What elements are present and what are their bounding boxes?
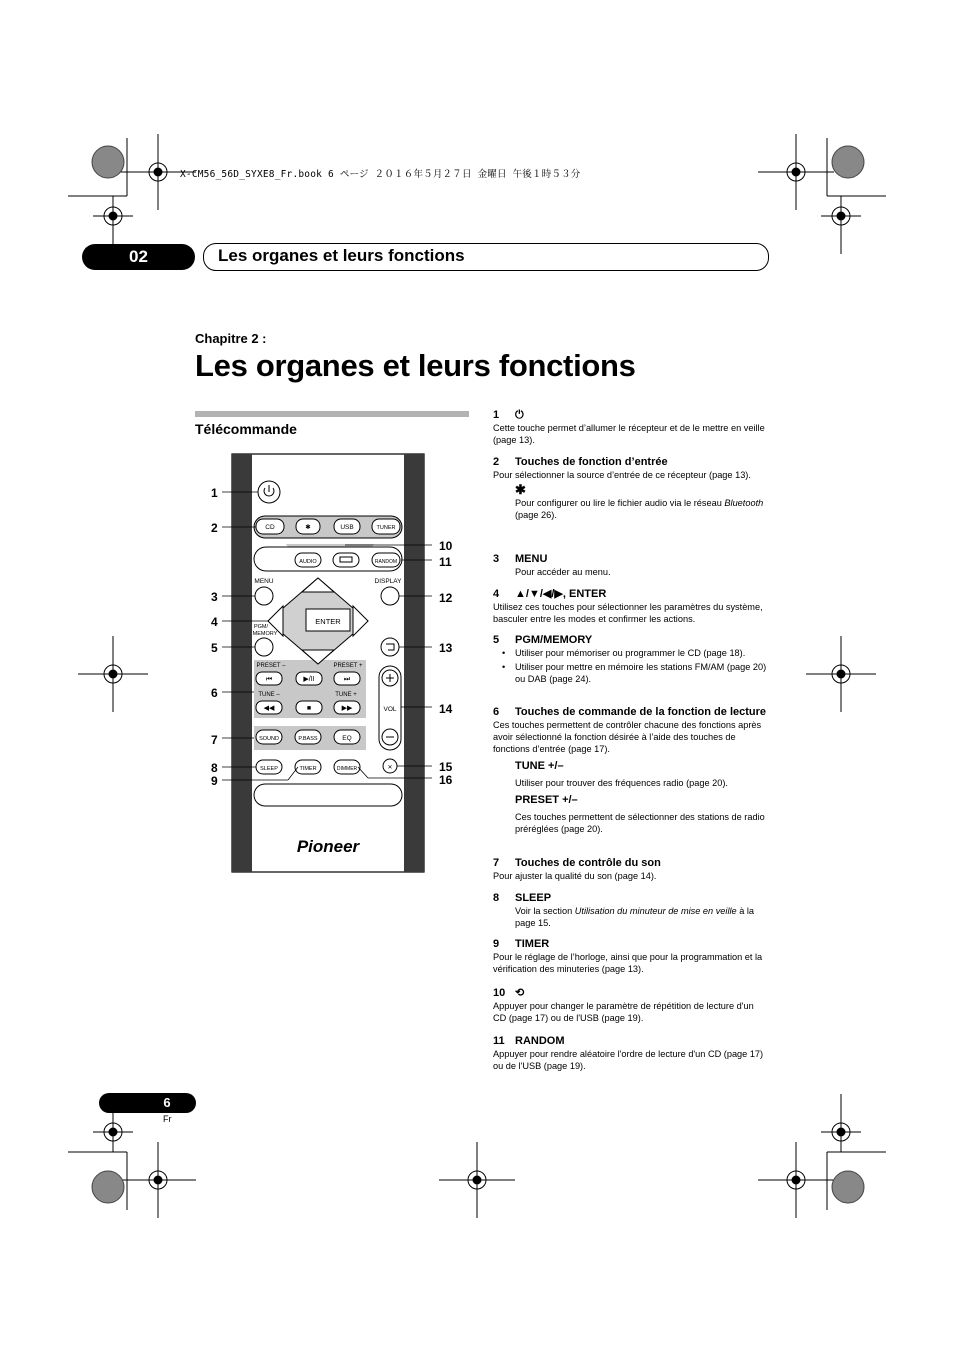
btn-display-label: DISPLAY (374, 578, 402, 585)
item-4-text: Utilisez ces touches pour sélectionner les paramètres du système, basculer entre les modes et confirmer les actions. (493, 602, 763, 624)
btn-menu-label: MENU (254, 578, 274, 585)
callout-3: 3 (211, 590, 218, 604)
btn-memory-label: MEMORY (252, 631, 278, 637)
tune-title: TUNE +/– (515, 760, 564, 772)
callout-6: 6 (211, 686, 218, 700)
remote-illustration (200, 450, 470, 880)
tune-text: Utiliser pour trouver des fréquences radio (page 20). (515, 778, 728, 788)
page-number-pill (99, 1093, 196, 1113)
bluetooth-icon: ✱ (515, 482, 526, 497)
repeat-icon: ⟲ (515, 987, 525, 999)
item-6: 6 Touches de commande de la fonction de lecture Ces touches permettent de contrôler chacune des fonctions après avoir sélectionné la fonction désirée à l’aide des touches de fonctions d’entrée (page 17). TUNE +/– Utiliser pour trouver des fréquences radio (page 20). PRESET +/– Ces touches permettent de sélectionner des stations de radio préréglées (page 20). (493, 706, 767, 834)
chapter-header-title: Les organes et leurs fonctions (218, 246, 465, 265)
play-pause-icon: ▶/II (303, 676, 315, 683)
callout-10: 10 (439, 539, 453, 553)
page-language: Fr (163, 1114, 172, 1124)
item-8-italic: Utilisation du minuteur de mise en veille (574, 906, 737, 916)
item-4: 4 ▲/▼/◀/▶, ENTER Utilisez ces touches pour sélectionner les paramètres du système, basculer entre les modes et confirmer les actions. (493, 587, 768, 625)
item-7-title: Touches de contrôle du son (515, 857, 661, 869)
preset-minus-label: PRESET – (256, 663, 286, 669)
item-1-text: Cette touche permet d’allumer le récepteur et de le mettre en veille (page 13). (493, 423, 765, 445)
item-3: 3 MENU Pour accéder au menu. (493, 552, 768, 578)
btn-enter-label: ENTER (315, 617, 341, 626)
item-1-num: 1 (493, 409, 500, 421)
callout-13: 13 (439, 641, 453, 655)
callout-5: 5 (211, 641, 218, 655)
stop-icon: ■ (306, 705, 312, 712)
chapter-number: 02 (129, 247, 148, 266)
item-9-text: Pour le réglage de l’horloge, ainsi que pour la programmation et la vérification des minuteries (page 13). (493, 952, 763, 974)
btn-timer-label: TIMER (299, 766, 317, 772)
item-10-text: Appuyer pour changer le paramètre de répétition de lecture d'un CD (page 17) ou de l'USB (page 19). (493, 1001, 754, 1023)
item-10: 10 ⟲ Appuyer pour changer le paramètre de répétition de lecture d'un CD (page 17) ou de l'USB (page 19). (493, 986, 768, 1024)
page-title: Les organes et leurs fonctions (195, 348, 636, 383)
btn-dimmer-label: DIMMER (336, 766, 358, 772)
item-2-bt-text: Pour configurer ou lire le fichier audio via le réseau (515, 498, 722, 508)
item-1 (493, 408, 768, 446)
callout-14: 14 (439, 702, 453, 716)
arrow-keys-icon: ▲/▼/◀/▶ (515, 588, 563, 600)
btn-pgm-label: PGM/ (253, 624, 269, 630)
btn-random-label: RANDOM (374, 559, 398, 565)
item-9-title: TIMER (515, 938, 550, 950)
item-8: 8 SLEEP Voir la section Utilisation du minuteur de mise en veille à la page 15. (493, 892, 755, 928)
btn-cd-label: CD (265, 524, 275, 531)
tune-minus-label: TUNE – (258, 692, 280, 698)
btn-audio-label: AUDIO (299, 559, 317, 565)
mute-icon: ✕ (387, 765, 393, 771)
item-8-title: SLEEP (515, 892, 552, 904)
rewind-icon: ◀◀ (263, 705, 275, 712)
item-7-text: Pour ajuster la qualité du son (page 14). (493, 871, 657, 881)
item-11-text: Appuyer pour rendre aléatoire l'ordre de lecture d'un CD (page 17) ou de l'USB (page 19). (493, 1049, 764, 1071)
bluetooth-icon: ✱ (305, 524, 311, 531)
item-2-text: Pour sélectionner la source d’entrée de ce récepteur (page 13). (493, 470, 751, 480)
callout-1: 1 (211, 486, 218, 500)
btn-sleep-label: SLEEP (260, 766, 278, 772)
callout-16: 16 (439, 773, 453, 787)
preset-plus-label: PRESET + (333, 663, 363, 669)
callout-2: 2 (211, 521, 218, 535)
callout-4: 4 (211, 615, 218, 629)
power-icon: ⏻ (515, 409, 524, 421)
section-bar (195, 411, 469, 417)
page-number: 6 (163, 1095, 171, 1110)
pioneer-logo: Pioneer (296, 837, 360, 856)
btn-tuner-label: TUNER (376, 525, 396, 531)
vol-label: VOL (383, 706, 397, 713)
item-3-text: Pour accéder au menu. (515, 567, 611, 577)
callout-7: 7 (211, 733, 218, 747)
item-2-bt-italic: Bluetooth (724, 498, 764, 508)
prev-icon: ⏮ (265, 676, 273, 683)
item-6-text: Ces touches permettent de contrôler chacune des fonctions après avoir sélectionné la fonction désirée à l’aide des touches de fonctions d’entrée (page 17). (493, 720, 762, 754)
preset-title: PRESET +/– (515, 794, 578, 806)
next-icon: ⏭ (343, 676, 351, 683)
callout-9: 9 (211, 774, 218, 788)
chapter-label: Chapitre 2 : (195, 331, 267, 346)
item-2-title: Touches de fonction d’entrée (515, 456, 668, 468)
forward-icon: ▶▶ (341, 705, 353, 712)
btn-usb-label: USB (340, 524, 354, 531)
item-3-title: MENU (515, 553, 548, 565)
preset-text: Ces touches permettent de sélectionner des stations de radio préréglées (page 20). (515, 812, 765, 834)
item-5-bullet-1: • Utiliser pour mémoriser ou programmer le CD (page 18). (493, 647, 768, 659)
item-7: 7 Touches de contrôle du son Pour ajuster la qualité du son (page 14). (493, 856, 768, 882)
print-header-line: X-CM56_56D_SYXE8_Fr.book 6 ページ ２０１６年５月２７日 金曜日 午後１時５３分 (180, 169, 581, 180)
item-6-title: Touches de commande de la fonction de lecture (515, 706, 767, 718)
item-5-bullet-2: • Utiliser pour mettre en mémoire les stations FM/AM (page 20) ou DAB (page 24). (493, 661, 768, 685)
item-2: 2 Touches de fonction d’entrée Pour sélectionner la source d’entrée de ce récepteur (page 13). ✱ Pour configurer ou lire le fichier audio via le réseau Bluetooth (page 26). (493, 455, 768, 521)
callout-11: 11 (439, 555, 452, 569)
item-11: 11 RANDOM Appuyer pour rendre aléatoire l'ordre de lecture d'un CD (page 17) ou de l'USB (page 19). (493, 1034, 768, 1072)
tune-plus-label: TUNE + (335, 692, 357, 698)
callout-8: 8 (211, 761, 218, 775)
item-5-title: PGM/MEMORY (515, 634, 593, 646)
callout-15: 15 (439, 760, 453, 774)
item-9: 9 TIMER Pour le réglage de l’horloge, ainsi que pour la programmation et la vérification des minuteries (page 13). (493, 937, 768, 975)
btn-eq-label: EQ (342, 735, 352, 742)
item-11-title: RANDOM (515, 1035, 565, 1047)
callout-12: 12 (439, 591, 453, 605)
btn-pbass-label: P.BASS (298, 736, 318, 742)
btn-sound-label: SOUND (259, 736, 279, 742)
item-5: 5 PGM/MEMORY • Utiliser pour mémoriser ou programmer le CD (page 18). • Utiliser pour mettre en mémoire les stations FM/AM (page 20) ou DAB (page 24). (493, 633, 768, 685)
section-title: Télécommande (195, 421, 297, 437)
